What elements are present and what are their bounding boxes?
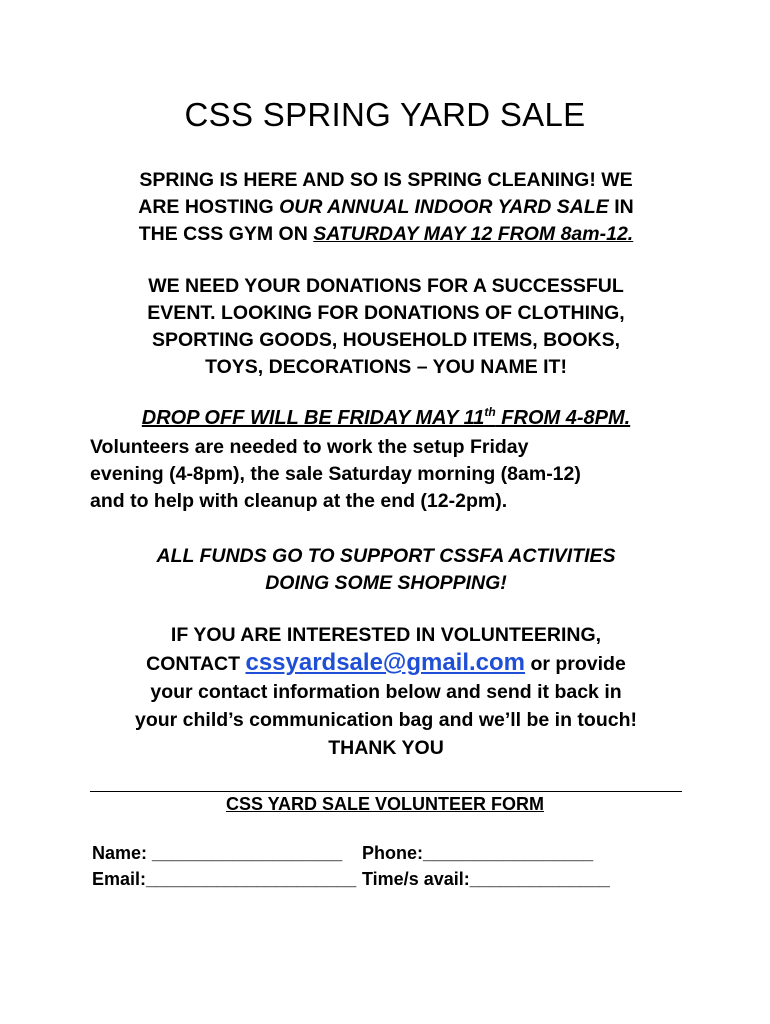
donations-line-4: TOYS, DECORATIONS – YOU NAME IT! xyxy=(205,356,567,378)
dropoff-superscript: th xyxy=(484,405,496,419)
donations-paragraph xyxy=(88,273,684,381)
intro-text: ARE HOSTING xyxy=(138,196,280,218)
intro-paragraph xyxy=(88,167,684,248)
contact-line-3: your contact information below and send it back in xyxy=(150,681,622,703)
annual-sale-emphasis: OUR ANNUAL INDOOR YARD SALE xyxy=(279,196,609,218)
email-field[interactable]: Email:_____________________ xyxy=(92,869,357,889)
funds-line-2: DOING SOME SHOPPING! xyxy=(265,572,507,594)
phone-field[interactable]: Phone:_________________ xyxy=(362,843,594,863)
volunteering-emphasis: VOLUNTEERING xyxy=(440,624,596,646)
contact-line-1 xyxy=(84,621,688,649)
contact-text: , xyxy=(595,624,602,646)
name-field[interactable]: Name: ___________________ xyxy=(92,843,343,863)
form-title: CSS YARD SALE VOLUNTEER FORM xyxy=(225,794,545,814)
donations-line-2: EVENT. LOOKING FOR DONATIONS OF CLOTHING, xyxy=(147,302,625,324)
funds-paragraph xyxy=(88,543,684,597)
time-avail-field[interactable]: Time/s avail:______________ xyxy=(362,869,610,889)
volunteers-line-1: Volunteers are needed to work the setup Friday xyxy=(90,436,529,458)
dropoff-text: FROM 4-8PM. xyxy=(495,407,631,429)
dropoff-text: DROP OFF WILL BE FRIDAY MAY 11 xyxy=(141,407,485,429)
volunteers-paragraph xyxy=(90,434,686,515)
intro-text: IN xyxy=(608,196,634,218)
thank-you: THANK YOU xyxy=(328,737,444,759)
contact-text: IF YOU ARE INTERESTED IN xyxy=(170,624,441,646)
volunteers-line-3: and to help with cleanup at the end (12-2pm). xyxy=(90,490,508,512)
funds-line-1: ALL FUNDS GO TO SUPPORT CSSFA ACTIVITIES xyxy=(156,545,616,567)
intro-line-2 xyxy=(88,194,684,221)
contact-line-2 xyxy=(84,649,688,678)
contact-text: or provide xyxy=(525,653,626,675)
donations-line-1: WE NEED YOUR DONATIONS FOR A SUCCESSFUL xyxy=(148,275,624,297)
page-title: CSS SPRING YARD SALE xyxy=(184,96,586,133)
intro-line-3 xyxy=(88,221,684,248)
intro-text: THE CSS GYM ON xyxy=(138,223,314,245)
sale-date-emphasis: SATURDAY MAY 12 FROM 8am-12. xyxy=(313,223,634,245)
contact-paragraph xyxy=(84,621,688,762)
volunteers-line-2: evening (4-8pm), the sale Saturday morning (8am-12) xyxy=(90,463,581,485)
divider-line xyxy=(90,791,682,792)
dropoff-heading xyxy=(88,407,684,430)
intro-line-1: SPRING IS HERE AND SO IS SPRING CLEANING! WE xyxy=(139,169,633,191)
contact-line-4: your child’s communication bag and we’ll be in touch! xyxy=(135,709,637,731)
email-link[interactable]: cssyardsale@gmail.com xyxy=(245,649,526,676)
donations-line-3: SPORTING GOODS, HOUSEHOLD ITEMS, BOOKS, xyxy=(151,329,621,351)
contact-text: CONTACT xyxy=(146,653,246,675)
